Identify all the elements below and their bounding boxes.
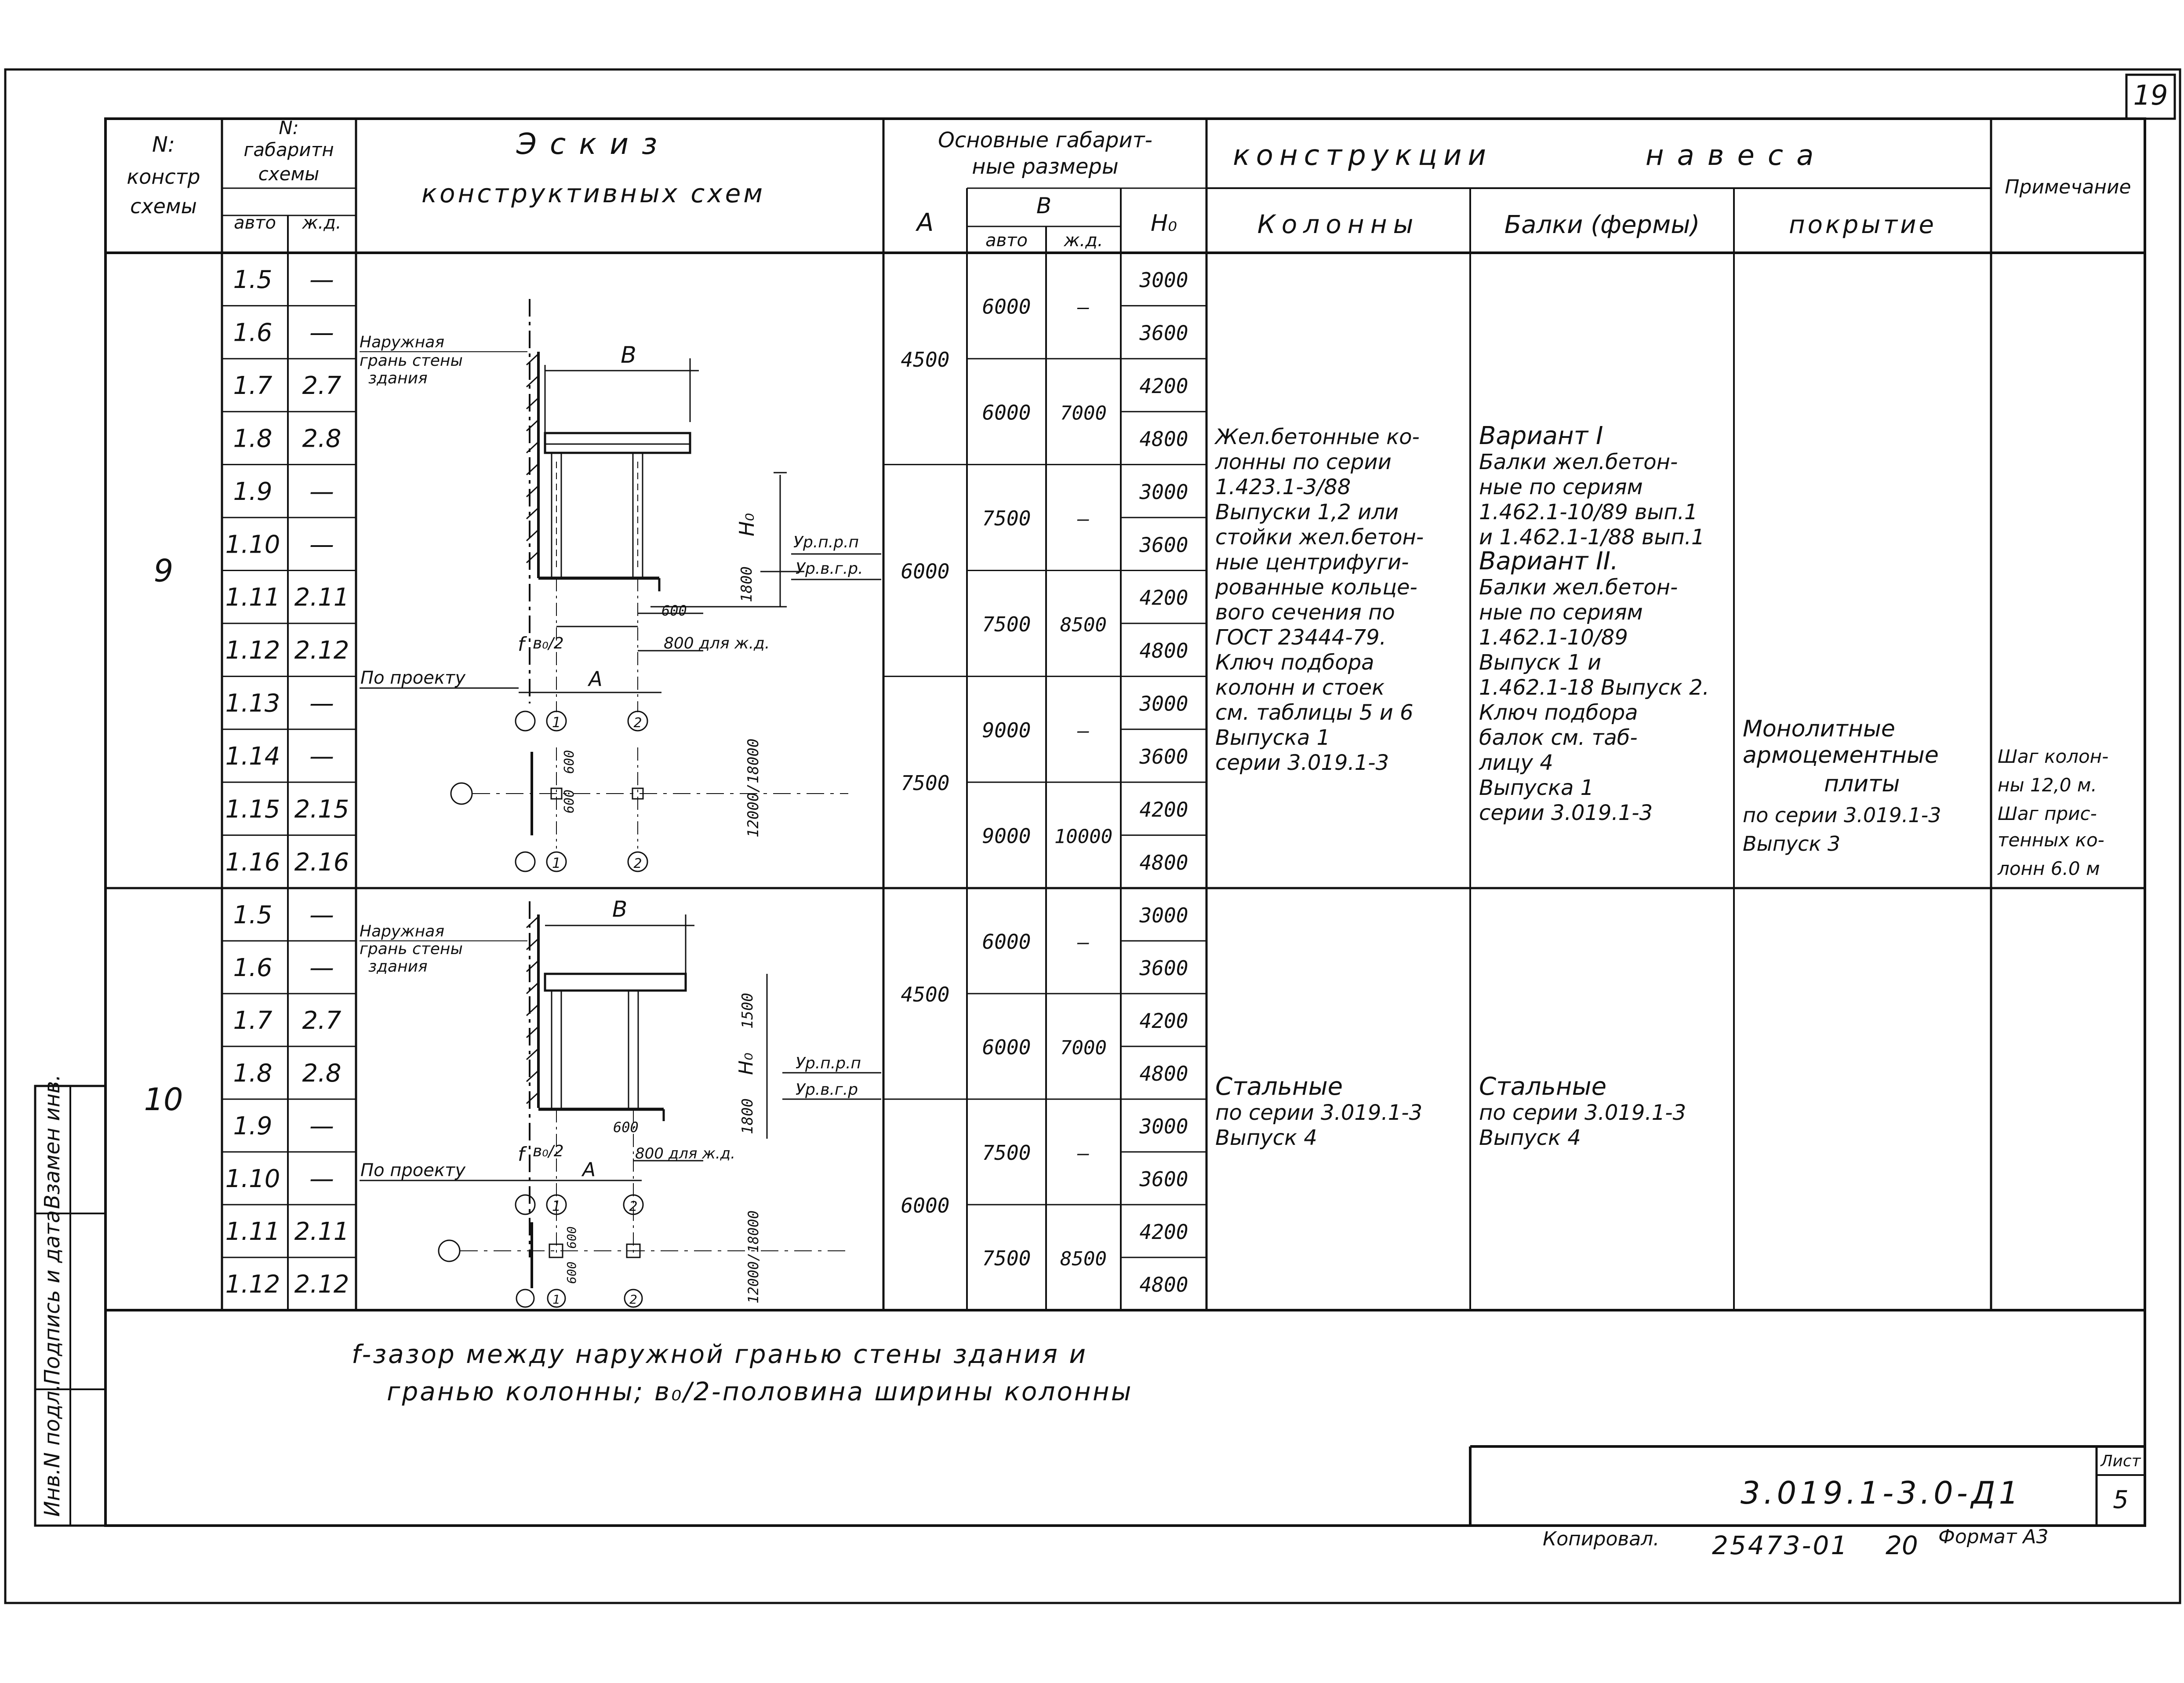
beams-text-line: ные по сериям: [1479, 475, 1643, 499]
main-table-grid: [105, 119, 2145, 1310]
beams-text-line: Выпуск 1 и: [1479, 650, 1602, 675]
height-h-cell: 3600: [1139, 956, 1188, 980]
hdr-dim-b-rail: ж.д.: [1064, 230, 1103, 251]
columns-text-line: Выпуски 1,2 или: [1215, 500, 1399, 525]
note-text-line: Шаг колон-: [1998, 746, 2109, 767]
side-stamp: [35, 1075, 105, 1526]
gabarit-auto-cell: 1.10: [225, 1165, 280, 1193]
height-h-cell: 4200: [1139, 1220, 1188, 1244]
hdr-gabarit-1: габаритн: [243, 139, 334, 160]
roof-text-line: плиты: [1824, 771, 1900, 797]
beams-text-line: лицу 4: [1479, 750, 1553, 775]
sk10-axis-2: 2: [629, 1199, 638, 1214]
dim-b-rail-cell: 7000: [1060, 402, 1107, 425]
columns-text-line: см. таблицы 5 и 6: [1215, 700, 1414, 725]
dim-a-cell: 4500: [901, 347, 950, 372]
title-block: [1470, 1446, 2145, 1526]
footnote-line-1: f-зазор между наружной гранью стены здания и: [352, 1339, 1088, 1369]
sk10-plan-dim-2: 600: [564, 1226, 579, 1249]
gabarit-auto-cell: 1.12: [225, 1270, 280, 1299]
beams-text-line: 1.462.1-10/89 вып.1: [1479, 500, 1698, 525]
height-h-cell: 4800: [1139, 639, 1188, 663]
hdr-dim-h: Н₀: [1151, 210, 1177, 237]
sk9-dim-600: 600: [661, 602, 687, 619]
dim-b-rail-cell: 7000: [1060, 1037, 1107, 1059]
sk9-dim-a: А: [589, 667, 603, 691]
stamp-sign-label: Подпись и дата: [40, 1210, 65, 1385]
sk9-dim-1800: 1800: [738, 566, 756, 602]
gabarit-auto-cell: 1.9: [233, 1112, 273, 1140]
sk10-dim-800: 800 для ж.д.: [635, 1145, 735, 1162]
gabarit-rail-cell: 2.11: [294, 583, 349, 612]
beams-text-line: Балки жел.бетон-: [1479, 575, 1678, 600]
sk10-plan-axis-1: 1: [552, 1292, 560, 1307]
columns-text-line: Выпуска 1: [1215, 725, 1330, 750]
sk10-by-project: По проекту: [360, 1160, 466, 1180]
gabarit-auto-cell: 1.12: [225, 636, 280, 665]
sk10-wall-label-3: здания: [368, 958, 428, 976]
sk9-plan-span: 12000/18000: [745, 738, 762, 838]
bottom-format: Формат А3: [1938, 1526, 2049, 1548]
beams-text-line: и 1.462.1-1/88 вып.1: [1479, 525, 1705, 550]
title-doc-code: 3.019.1-3.0-Д1: [1740, 1475, 2022, 1511]
columns-text-line: Жел.бетонные ко-: [1215, 425, 1420, 449]
beams-text-line: Балки жел.бетон-: [1479, 450, 1678, 474]
gabarit-rail-cell: —: [309, 477, 334, 506]
sk10-dim-1500: 1500: [739, 993, 756, 1029]
sk10-dim-f: f: [518, 1143, 525, 1166]
columns-text-line: серии 3.019.1-3: [1215, 750, 1389, 775]
beams-text-line: Вариант I: [1479, 422, 1603, 450]
note-text-line: Шаг прис-: [1998, 803, 2097, 824]
sk10-plan-axis-2: 2: [629, 1292, 637, 1307]
sk10-dim-a: А: [582, 1158, 596, 1181]
dim-b-auto-cell: 7500: [982, 1141, 1031, 1165]
gabarit-rail-cell: 2.12: [294, 1270, 349, 1299]
columns-text-line: Стальные: [1215, 1072, 1343, 1101]
dim-a-cell: 4500: [901, 983, 950, 1006]
height-h-cell: 3600: [1139, 321, 1188, 345]
sk9-wall-label-2: грань стены: [360, 352, 463, 370]
hdr-scheme-no3: схемы: [130, 194, 197, 218]
columns-text-line: ГОСТ 23444-79.: [1215, 625, 1386, 650]
columns-text-line: 1.423.1-3/88: [1215, 475, 1351, 499]
dim-a-cell: 6000: [901, 559, 950, 583]
sketch-scheme-9: [360, 299, 881, 871]
gabarit-auto-cell: 1.8: [233, 1059, 273, 1088]
dim-b-rail-cell: —: [1077, 508, 1090, 531]
beams-text-line: 1.462.1-18 Выпуск 2.: [1479, 675, 1709, 700]
sk10-dim-600: 600: [613, 1119, 639, 1136]
sk10-dim-b: В: [612, 896, 628, 922]
gabarit-auto-cell: 1.14: [225, 742, 280, 771]
gabarit-rail-cell: 2.16: [294, 848, 349, 877]
sk10-dim-1800: 1800: [739, 1098, 756, 1134]
sk10-axis-1: 1: [552, 1198, 561, 1214]
hdr-dim-b-auto: авто: [985, 230, 1028, 251]
height-h-cell: 3000: [1139, 1115, 1188, 1138]
hdr-constr-2: навеса: [1645, 139, 1827, 172]
hdr-gabarit-auto: авто: [234, 213, 276, 233]
hdr-scheme-no2: констр: [127, 165, 200, 189]
hdr-constr-1: конструкции: [1232, 139, 1493, 172]
height-h-cell: 4800: [1139, 1062, 1188, 1086]
note-text-line: ны 12,0 м.: [1998, 774, 2097, 796]
sketch-scheme-10: [360, 896, 881, 1307]
table-body: [144, 266, 1206, 1299]
gabarit-auto-cell: 1.6: [233, 954, 273, 982]
sk9-plan-axis-2: 2: [633, 856, 642, 871]
dim-a-cell: 6000: [901, 1194, 950, 1217]
hdr-dim-a: А: [916, 208, 934, 237]
beams-text-line: Вариант II.: [1479, 547, 1618, 576]
sk9-dim-b0: в₀/2: [533, 634, 564, 652]
footnote-line-2: гранью колонны; в₀/2-половина ширины колонны: [387, 1377, 1133, 1406]
height-h-cell: 3000: [1139, 692, 1188, 716]
sk10-dim-b0: в₀/2: [533, 1142, 564, 1160]
gabarit-rail-cell: —: [309, 901, 334, 929]
sk9-plan-dim-1: 600: [562, 789, 577, 813]
hdr-dim-b: В: [1036, 193, 1052, 219]
height-h-cell: 3600: [1139, 533, 1188, 557]
hdr-dims-2: ные размеры: [972, 154, 1119, 179]
gabarit-rail-cell: —: [309, 266, 334, 295]
bottom-order-num: 20: [1886, 1530, 1918, 1560]
gabarit-auto-cell: 1.5: [233, 266, 273, 295]
gabarit-rail-cell: —: [309, 742, 334, 771]
height-h-cell: 4800: [1139, 850, 1188, 874]
sk9-by-project: По проекту: [360, 668, 466, 688]
dim-b-auto-cell: 9000: [982, 718, 1031, 742]
hdr-sketch-2: конструктивных схем: [421, 178, 766, 208]
bottom-copied: Копировал.: [1543, 1528, 1660, 1550]
gabarit-rail-cell: —: [309, 318, 334, 347]
gabarit-auto-cell: 1.9: [233, 477, 273, 506]
height-h-cell: 3000: [1139, 480, 1188, 504]
dim-b-rail-cell: —: [1077, 1142, 1090, 1165]
dim-b-auto-cell: 9000: [982, 824, 1031, 848]
roof-text-line: Выпуск 3: [1743, 832, 1841, 856]
gabarit-auto-cell: 1.13: [225, 689, 280, 718]
height-h-cell: 4200: [1139, 798, 1188, 822]
sk10-level-2: Ур.в.г.р: [796, 1081, 858, 1099]
hdr-scheme-no: N:: [152, 132, 175, 157]
beams-text-line: Ключ подбора: [1479, 700, 1638, 725]
sk10-plan-span: 12000/18000: [745, 1210, 762, 1304]
stamp-inv-label: Инв.N подл.: [40, 1384, 65, 1517]
gabarit-auto-cell: 1.7: [233, 1006, 273, 1035]
sk9-level-2: Ур.в.г.р.: [796, 560, 863, 578]
height-h-cell: 4800: [1139, 427, 1188, 451]
sheet-number: 19: [2133, 79, 2168, 111]
dim-b-rail-cell: —: [1077, 931, 1090, 954]
beams-text-line: 1.462.1-10/89: [1479, 625, 1628, 650]
columns-text-line: лонны по серии: [1215, 450, 1392, 474]
gabarit-rail-cell: 2.12: [294, 636, 349, 665]
gabarit-rail-cell: 2.7: [302, 1006, 342, 1035]
gabarit-auto-cell: 1.7: [233, 372, 273, 401]
sk9-plan-dim-2: 600: [562, 750, 577, 774]
sk9-dim-h: Н₀: [735, 513, 759, 536]
gabarit-rail-cell: —: [309, 689, 334, 718]
dim-b-auto-cell: 6000: [982, 401, 1031, 425]
gabarit-rail-cell: —: [309, 954, 334, 982]
gabarit-auto-cell: 1.15: [225, 795, 280, 824]
columns-text-line: Ключ подбора: [1215, 650, 1374, 675]
gabarit-rail-cell: —: [309, 1112, 334, 1140]
title-sheet-no: 5: [2113, 1486, 2129, 1514]
gabarit-auto-cell: 1.10: [225, 530, 280, 559]
dim-b-rail-cell: —: [1077, 719, 1090, 742]
table-header: [127, 117, 2131, 251]
sk10-level-1: Ур.п.р.п: [796, 1054, 861, 1072]
hdr-note: Примечание: [2005, 176, 2131, 198]
roof-text-line: армоцементные: [1743, 742, 1939, 769]
scheme-number: 10: [144, 1082, 183, 1118]
columns-text-line: ные центрифуги-: [1215, 550, 1409, 575]
beams-text-line: балок см. таб-: [1479, 725, 1638, 750]
sk9-dim-b: В: [621, 342, 636, 368]
hdr-roof: покрытие: [1789, 211, 1937, 239]
gabarit-rail-cell: —: [309, 1165, 334, 1193]
sk10-plan-dim-1: 600: [564, 1261, 579, 1284]
gabarit-rail-cell: —: [309, 530, 334, 559]
sk10-wall-label-1: Наружная: [360, 922, 444, 940]
dim-b-rail-cell: 10000: [1054, 825, 1113, 848]
beams-text-line: серии 3.019.1-3: [1479, 801, 1653, 825]
dim-a-cell: 7500: [901, 771, 950, 795]
columns-text-line: стойки жел.бетон-: [1215, 525, 1424, 550]
beams-text-line: Выпуск 4: [1479, 1126, 1581, 1150]
beams-text-line: по серии 3.019.1-3: [1479, 1100, 1686, 1125]
beams-text-line: Выпуска 1: [1479, 776, 1594, 800]
columns-text-line: по серии 3.019.1-3: [1215, 1100, 1423, 1125]
sk9-wall-label-3: здания: [368, 369, 428, 387]
stamp-replace-label: Взамен инв.: [40, 1074, 65, 1209]
hdr-columns: Колонны: [1257, 209, 1420, 239]
hdr-dims-1: Основные габарит-: [938, 128, 1152, 153]
sk9-plan-axis-1: 1: [552, 855, 561, 871]
description-texts: [1214, 422, 2108, 1150]
title-sheet-label: Лист: [2100, 1452, 2141, 1470]
roof-text-line: Монолитные: [1743, 716, 1895, 742]
height-h-cell: 3000: [1139, 903, 1188, 927]
columns-text-line: вого сечения по: [1215, 600, 1395, 625]
gabarit-auto-cell: 1.16: [225, 848, 280, 877]
height-h-cell: 4200: [1139, 374, 1188, 398]
gabarit-auto-cell: 1.6: [233, 318, 273, 347]
sk9-axis-1: 1: [552, 714, 561, 731]
hdr-gabarit-2: схемы: [258, 163, 320, 185]
gabarit-auto-cell: 1.11: [225, 1217, 280, 1246]
gabarit-auto-cell: 1.11: [225, 583, 280, 612]
beams-text-line: ные по сериям: [1479, 600, 1643, 625]
sk10-wall-label-2: грань стены: [360, 940, 463, 958]
sk9-axis-2: 2: [633, 715, 642, 731]
dim-b-rail-cell: —: [1077, 296, 1090, 319]
beams-text-line: Стальные: [1479, 1072, 1607, 1101]
gabarit-rail-cell: 2.8: [302, 424, 342, 453]
columns-text-line: рованные кольце-: [1215, 575, 1417, 600]
scheme-number: 9: [153, 553, 174, 589]
height-h-cell: 4200: [1139, 1009, 1188, 1033]
height-h-cell: 3600: [1139, 1167, 1188, 1191]
columns-text-line: колонн и стоек: [1215, 675, 1385, 700]
sk9-wall-label-1: Наружная: [360, 333, 444, 351]
height-h-cell: 4800: [1139, 1273, 1188, 1297]
roof-text-line: по серии 3.019.1-3: [1743, 803, 1941, 827]
gabarit-rail-cell: 2.7: [302, 372, 342, 401]
height-h-cell: 4200: [1139, 586, 1188, 610]
gabarit-rail-cell: 2.15: [294, 795, 349, 824]
hdr-beams: Балки (фермы): [1504, 211, 1700, 239]
sk9-level-1: Ур.п.р.п: [793, 533, 859, 551]
dim-b-auto-cell: 6000: [982, 1035, 1031, 1059]
dim-b-rail-cell: 8500: [1060, 613, 1107, 636]
hdr-sketch-1: Эскиз: [516, 127, 671, 161]
dim-b-auto-cell: 7500: [982, 1246, 1031, 1270]
bottom-order: 25473-01: [1712, 1530, 1849, 1560]
dim-b-auto-cell: 7500: [982, 612, 1031, 636]
gabarit-auto-cell: 1.5: [233, 901, 273, 929]
dim-b-rail-cell: 8500: [1060, 1248, 1107, 1270]
gabarit-auto-cell: 1.8: [233, 424, 273, 453]
hdr-gabarit-n: N:: [279, 117, 299, 138]
hdr-gabarit-rail: ж.д.: [302, 213, 342, 233]
height-h-cell: 3000: [1139, 268, 1188, 292]
dim-b-auto-cell: 6000: [982, 295, 1031, 319]
gabarit-rail-cell: 2.8: [302, 1059, 342, 1088]
sk10-dim-h: Н₀: [735, 1053, 757, 1075]
columns-text-line: Выпуск 4: [1215, 1126, 1317, 1150]
height-h-cell: 3600: [1139, 744, 1188, 769]
dim-b-auto-cell: 6000: [982, 930, 1031, 954]
note-text-line: лонн 6.0 м: [1998, 858, 2100, 879]
gabarit-rail-cell: 2.11: [294, 1217, 349, 1246]
note-text-line: тенных ко-: [1998, 829, 2104, 851]
sk9-dim-800: 800 для ж.д.: [664, 634, 770, 652]
dim-b-auto-cell: 7500: [982, 506, 1031, 531]
sk9-dim-f: f: [518, 633, 525, 656]
